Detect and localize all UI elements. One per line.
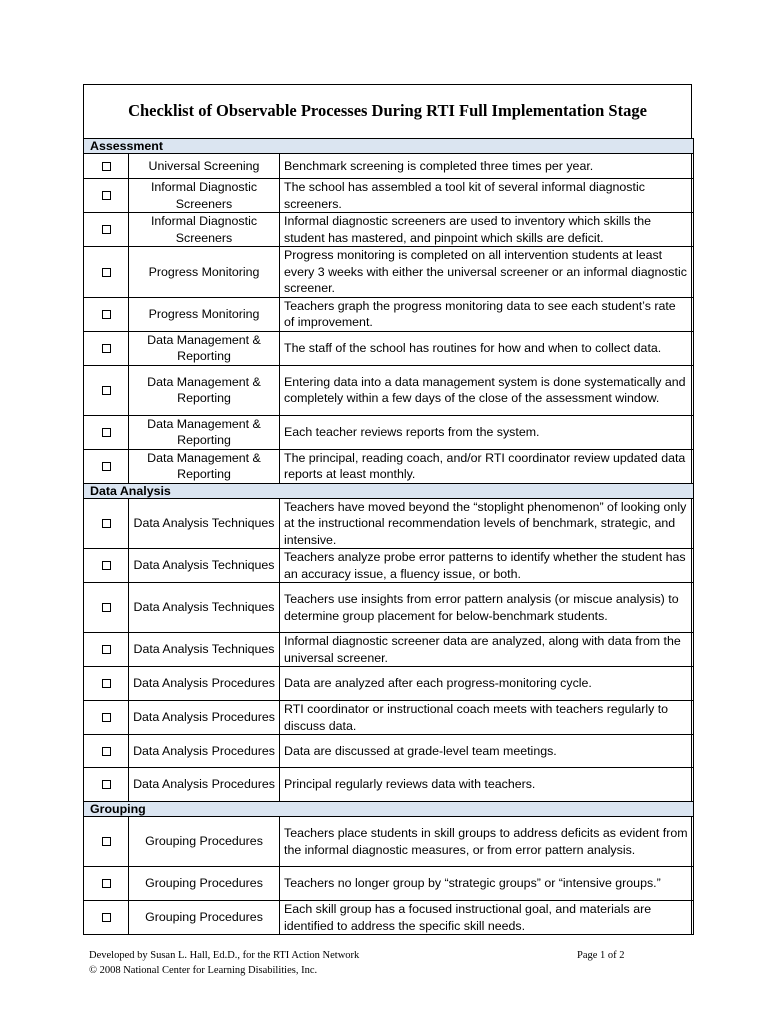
category-cell: Data Management & Reporting xyxy=(129,331,280,365)
checkbox-icon[interactable] xyxy=(102,162,111,171)
description-cell: RTI coordinator or instructional coach meets with teachers regularly to discuss data. xyxy=(280,701,694,735)
category-cell: Grouping Procedures xyxy=(129,817,280,867)
checkbox-icon[interactable] xyxy=(102,225,111,234)
category-cell: Data Analysis Procedures xyxy=(129,768,280,802)
category-cell: Progress Monitoring xyxy=(129,297,280,331)
section-title: Data Analysis xyxy=(84,483,694,498)
description-cell: Progress monitoring is completed on all intervention students at least every 3 weeks with either the universal screener or an informal diagnostic screener. xyxy=(280,247,694,298)
category-cell: Informal Diagnostic Screeners xyxy=(129,213,280,247)
checkbox-icon[interactable] xyxy=(102,713,111,722)
checkbox-cell xyxy=(84,583,129,633)
description-cell: Teachers no longer group by “strategic groups” or “intensive groups.” xyxy=(280,867,694,901)
checkbox-icon[interactable] xyxy=(102,679,111,688)
checkbox-cell xyxy=(84,633,129,667)
description-cell: Teachers use insights from error pattern analysis (or miscue analysis) to determine group placement for below-benchmark students. xyxy=(280,583,694,633)
checklist-row xyxy=(84,901,694,935)
checkbox-icon[interactable] xyxy=(102,191,111,200)
category-cell: Data Management & Reporting xyxy=(129,449,280,483)
description-cell: The principal, reading coach, and/or RTI coordinator review updated data reports at least monthly. xyxy=(280,449,694,483)
section-header xyxy=(84,139,694,154)
checklist-row xyxy=(84,583,694,633)
description-cell: Informal diagnostic screener data are analyzed, along with data from the universal screener. xyxy=(280,633,694,667)
footer-copyright: © 2008 National Center for Learning Disabilities, Inc. xyxy=(89,965,318,976)
checklist-row xyxy=(84,154,694,179)
checklist-row xyxy=(84,213,694,247)
checklist-row xyxy=(84,179,694,213)
description-cell: Entering data into a data management system is done systematically and completely within a few days of the close of the assessment window. xyxy=(280,365,694,415)
description-cell: Benchmark screening is completed three times per year. xyxy=(280,154,694,179)
category-cell: Data Analysis Procedures xyxy=(129,735,280,768)
category-cell: Progress Monitoring xyxy=(129,247,280,298)
checkbox-cell xyxy=(84,179,129,213)
checkbox-icon[interactable] xyxy=(102,879,111,888)
category-cell: Data Analysis Techniques xyxy=(129,583,280,633)
checklist-table xyxy=(83,138,694,935)
category-cell: Universal Screening xyxy=(129,154,280,179)
checkbox-cell xyxy=(84,735,129,768)
checkbox-cell xyxy=(84,701,129,735)
checkbox-icon[interactable] xyxy=(102,428,111,437)
checklist-row xyxy=(84,247,694,298)
checkbox-icon[interactable] xyxy=(102,913,111,922)
document-title: Checklist of Observable Processes During RTI Full Implementation Stage xyxy=(128,101,647,120)
checkbox-cell xyxy=(84,297,129,331)
category-cell: Data Analysis Procedures xyxy=(129,701,280,735)
checklist-row xyxy=(84,667,694,701)
description-cell: The staff of the school has routines for how and when to collect data. xyxy=(280,331,694,365)
checkbox-cell xyxy=(84,867,129,901)
checklist-row xyxy=(84,449,694,483)
section-title: Grouping xyxy=(84,802,694,817)
checklist-row xyxy=(84,735,694,768)
description-cell: Each skill group has a focused instructional goal, and materials are identified to address the specific skill needs. xyxy=(280,901,694,935)
checkbox-cell xyxy=(84,154,129,179)
checkbox-cell xyxy=(84,549,129,583)
description-cell: Data are discussed at grade-level team meetings. xyxy=(280,735,694,768)
checklist-row xyxy=(84,331,694,365)
category-cell: Data Management & Reporting xyxy=(129,365,280,415)
checkbox-icon[interactable] xyxy=(102,462,111,471)
category-cell: Data Analysis Techniques xyxy=(129,498,280,549)
section-header xyxy=(84,483,694,498)
checkbox-icon[interactable] xyxy=(102,519,111,528)
checkbox-icon[interactable] xyxy=(102,603,111,612)
checkbox-cell xyxy=(84,768,129,802)
description-cell: Teachers place students in skill groups to address deficits as evident from the informal diagnostic measures, or from error pattern analysis. xyxy=(280,817,694,867)
checklist-row xyxy=(84,867,694,901)
checkbox-cell xyxy=(84,365,129,415)
checkbox-icon[interactable] xyxy=(102,310,111,319)
checklist-row xyxy=(84,768,694,802)
checkbox-cell xyxy=(84,415,129,449)
description-cell: Informal diagnostic screeners are used to inventory which skills the student has mastered, and pinpoint which skills are deficit. xyxy=(280,213,694,247)
checkbox-cell xyxy=(84,817,129,867)
checklist-row xyxy=(84,817,694,867)
checkbox-cell xyxy=(84,901,129,935)
checkbox-icon[interactable] xyxy=(102,268,111,277)
checkbox-icon[interactable] xyxy=(102,837,111,846)
description-cell: Teachers graph the progress monitoring data to see each student’s rate of improvement. xyxy=(280,297,694,331)
checklist-row xyxy=(84,701,694,735)
category-cell: Data Analysis Techniques xyxy=(129,633,280,667)
description-cell: Teachers analyze probe error patterns to identify whether the student has an accuracy issue, a fluency issue, or both. xyxy=(280,549,694,583)
checklist-row xyxy=(84,365,694,415)
checkbox-cell xyxy=(84,498,129,549)
checkbox-icon[interactable] xyxy=(102,386,111,395)
checkbox-icon[interactable] xyxy=(102,747,111,756)
checkbox-cell xyxy=(84,331,129,365)
category-cell: Grouping Procedures xyxy=(129,867,280,901)
checklist-row xyxy=(84,415,694,449)
checkbox-icon[interactable] xyxy=(102,561,111,570)
description-cell: Each teacher reviews reports from the system. xyxy=(280,415,694,449)
page-number: Page 1 of 2 xyxy=(577,950,625,961)
footer-credits xyxy=(89,948,359,978)
category-cell: Data Analysis Techniques xyxy=(129,549,280,583)
checkbox-icon[interactable] xyxy=(102,645,111,654)
description-cell: The school has assembled a tool kit of several informal diagnostic screeners. xyxy=(280,179,694,213)
checkbox-cell xyxy=(84,213,129,247)
section-header xyxy=(84,802,694,817)
checklist-row xyxy=(84,498,694,549)
category-cell: Data Analysis Procedures xyxy=(129,667,280,701)
checkbox-cell xyxy=(84,247,129,298)
checkbox-icon[interactable] xyxy=(102,780,111,789)
description-cell: Teachers have moved beyond the “stoplight phenomenon” of looking only at the instructional recommendation levels of benchmark, strategic, and intensive. xyxy=(280,498,694,549)
checkbox-cell xyxy=(84,449,129,483)
category-cell: Data Management & Reporting xyxy=(129,415,280,449)
checkbox-icon[interactable] xyxy=(102,344,111,353)
checklist-row xyxy=(84,549,694,583)
checkbox-cell xyxy=(84,667,129,701)
description-cell: Data are analyzed after each progress-monitoring cycle. xyxy=(280,667,694,701)
category-cell: Grouping Procedures xyxy=(129,901,280,935)
footer-author: Developed by Susan L. Hall, Ed.D., for the RTI Action Network xyxy=(89,950,360,961)
category-cell: Informal Diagnostic Screeners xyxy=(129,179,280,213)
checklist-row xyxy=(84,633,694,667)
description-cell: Principal regularly reviews data with teachers. xyxy=(280,768,694,802)
section-title: Assessment xyxy=(84,139,694,154)
checklist-row xyxy=(84,297,694,331)
